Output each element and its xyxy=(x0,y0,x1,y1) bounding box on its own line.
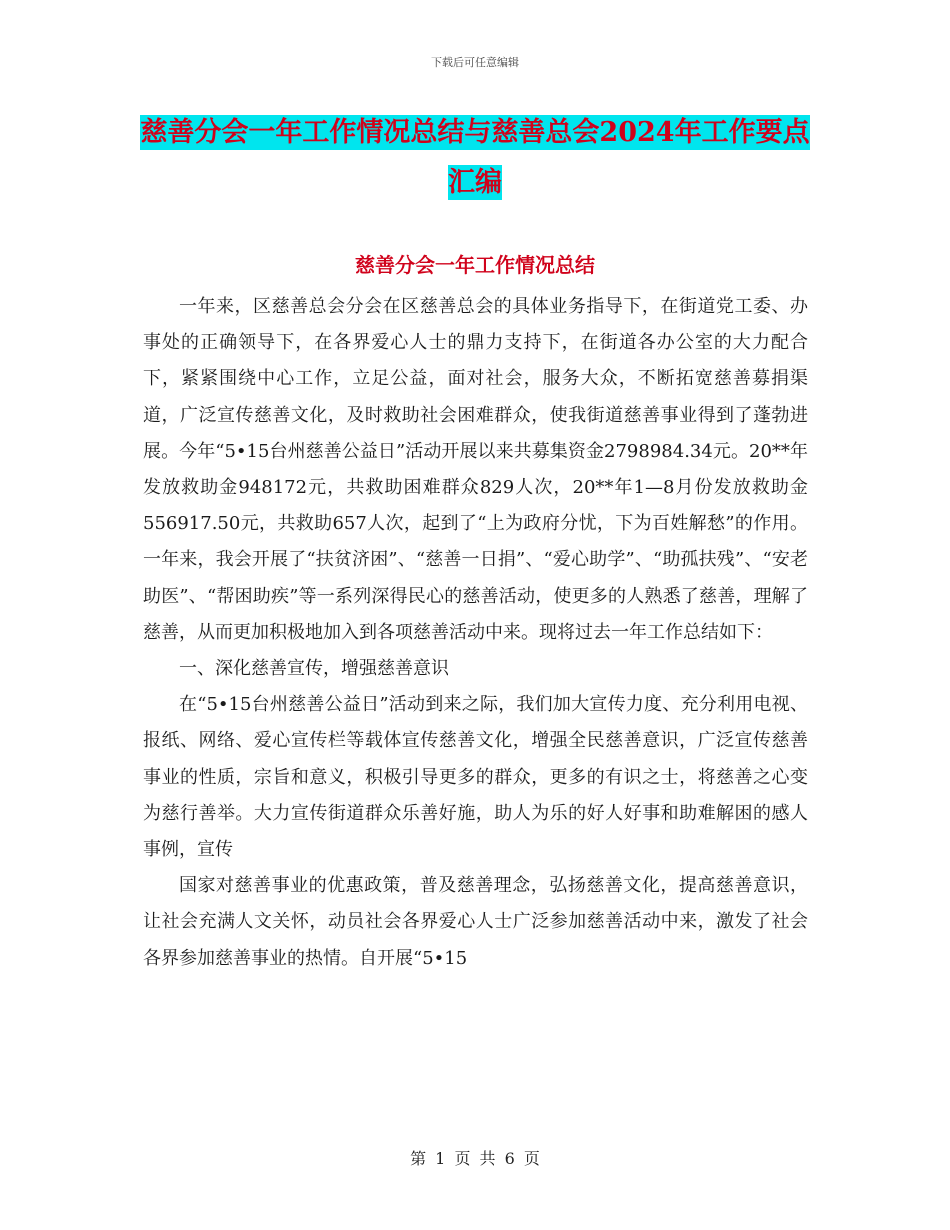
paragraph-heading-1: 一、深化慈善宣传，增强慈善意识 xyxy=(179,658,449,680)
paragraph-publicity: 在“5•15台州慈善公益日”活动到来之际，我们加大宣传力度、充分利用电视、报纸、网络、爱心宣传栏等载体宣传慈善文化，增强全民慈善意识，广泛宣传慈善事业的性质，宗旨和意义，积极引导更多的群众，更多的有识之士，将慈善之心变为慈行善举。大力宣传街道群众乐善好施，助人为乐的好人好事和助难解困的感人事例，宣传 xyxy=(143,694,808,861)
header-note: 下载后可任意编辑 xyxy=(431,56,519,69)
section-title: 慈善分会一年工作情况总结 xyxy=(355,253,595,277)
document-body xyxy=(143,289,808,977)
paragraph-intro: 一年来，区慈善总会分会在区慈善总会的具体业务指导下，在街道党工委、办事处的正确领导下，在各界爱心人士的鼎力支持下，在街道各办公室的大力配合下，紧紧围绕中心工作，立足公益，面对社会，服务大众，不断拓宽慈善募捐渠道，广泛宣传慈善文化，及时救助社会困难群众，使我街道慈善事业得到了蓬勃进展。今年“5•15台州慈善公益日”活动开展以来共募集资金2798984.34元。20**年发放救助金948172元，共救助困难群众829人次，20**年1—8月份发放救助金556917.50元，共救助657人次，起到了“上为政府分忧，下为百姓解愁”的作用。一年来，我会开展了“扶贫济困”、“慈善一日捐”、“爱心助学”、“助孤扶残”、“安老助医”、“帮困助疾”等一系列深得民心的慈善活动，使更多的人熟悉了慈善，理解了慈善，从而更加积极地加入到各项慈善活动中来。现将过去一年工作总结如下： xyxy=(143,296,808,643)
document-title xyxy=(140,108,810,208)
document-title-text: 慈善分会一年工作情况总结与慈善总会2024年工作要点汇编 xyxy=(140,117,810,198)
page-footer: 第 1 页 共 6 页 xyxy=(410,1149,540,1168)
paragraph-policy: 国家对慈善事业的优惠政策，普及慈善理念，弘扬慈善文化，提高慈善意识，让社会充满人文关怀，动员社会各界爱心人士广泛参加慈善活动中来，激发了社会各界参加慈善事业的热情。自开展“5•15 xyxy=(143,875,808,969)
